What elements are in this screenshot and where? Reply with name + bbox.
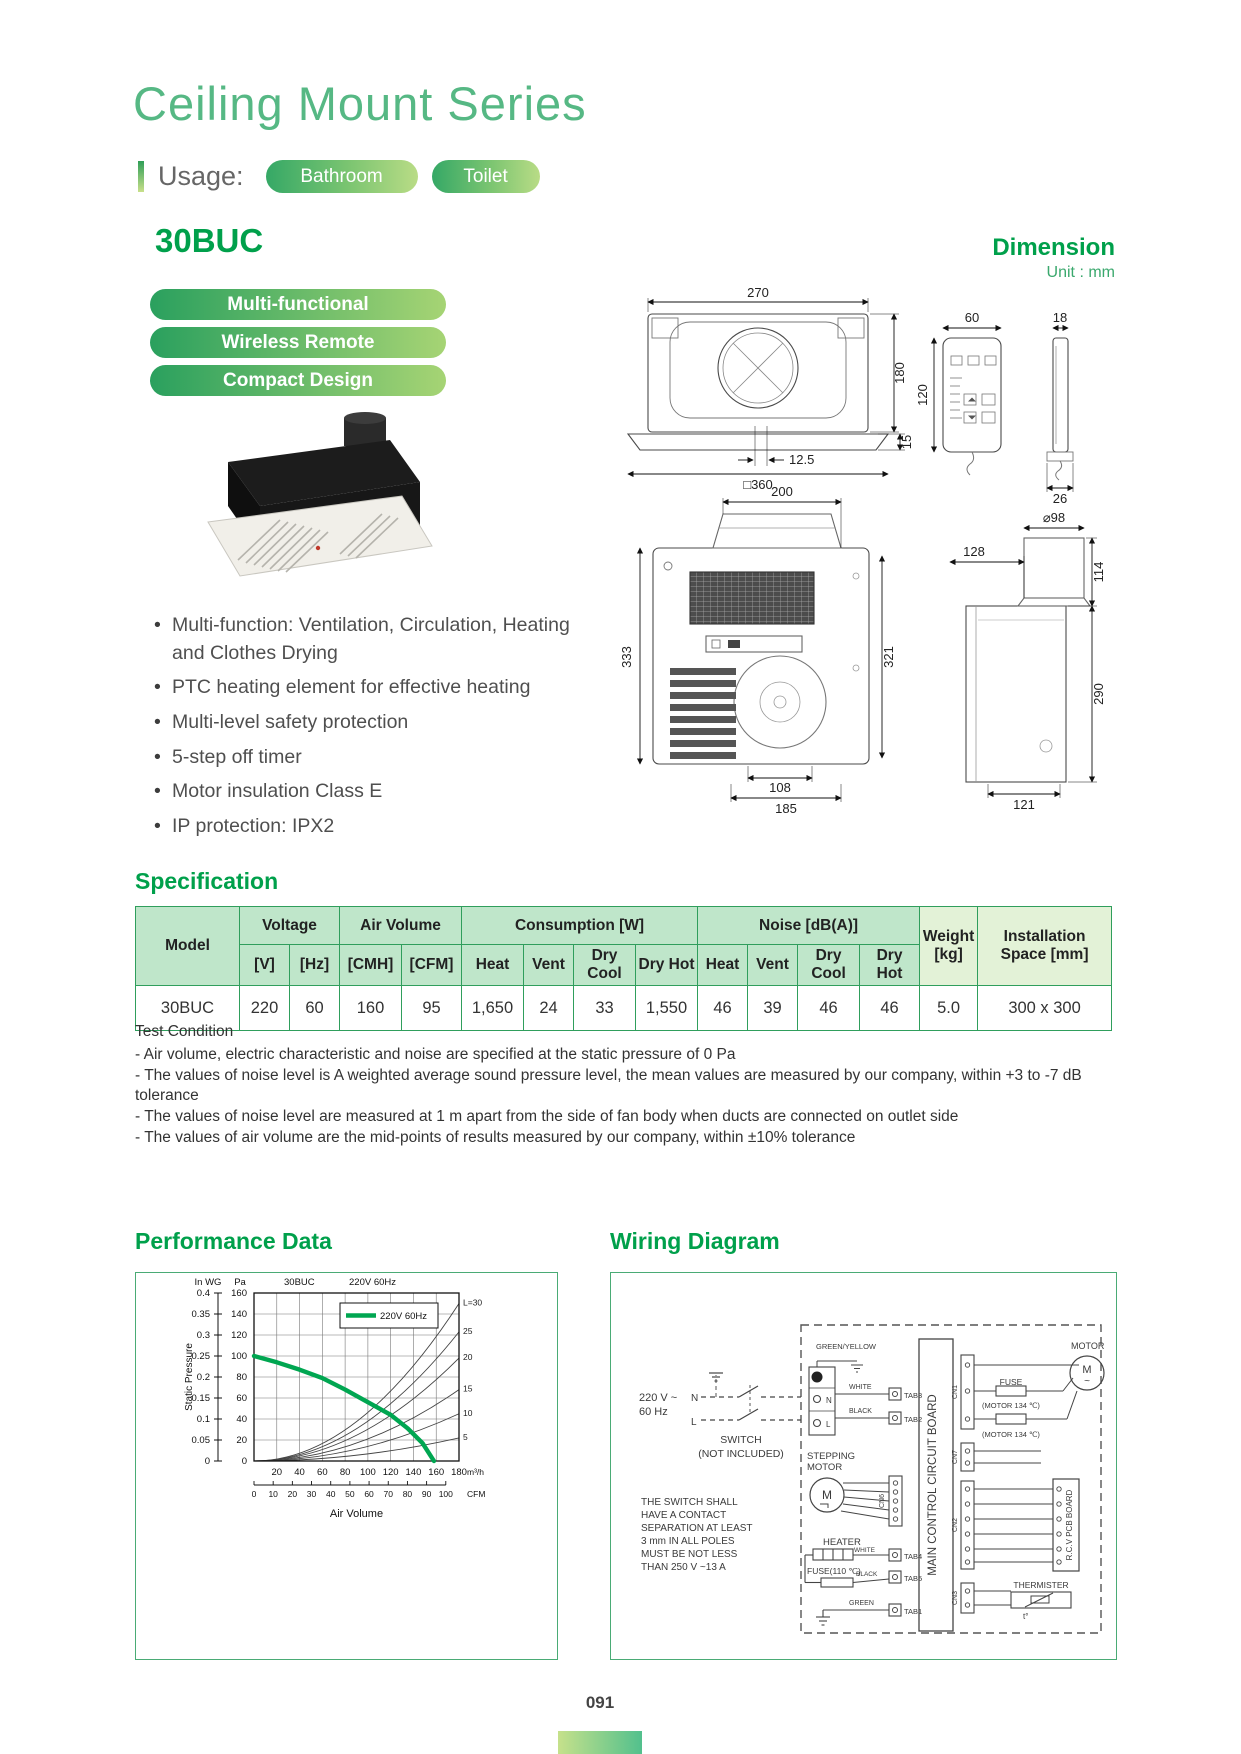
test-condition-title: Test Condition bbox=[135, 1023, 234, 1040]
col-cmh: [CMH] bbox=[340, 945, 402, 986]
rcv-wires bbox=[974, 1489, 1053, 1562]
col-c-drycool: Dry Cool bbox=[574, 945, 636, 986]
rcv-board-label: R.C.V PCB BOARD bbox=[1065, 1489, 1074, 1561]
cn7-connector bbox=[961, 1443, 974, 1471]
feature-list bbox=[152, 612, 590, 848]
usage-row bbox=[138, 160, 540, 193]
dim-remote-side bbox=[1047, 338, 1073, 480]
product-indicator bbox=[316, 546, 320, 550]
supply-wires bbox=[701, 1375, 801, 1420]
dimension-title: Dimension bbox=[992, 234, 1115, 261]
cfm-unit-label: CFM bbox=[467, 1489, 486, 1499]
cell-c-heat: 1,650 bbox=[462, 986, 524, 1031]
col-noise: Noise [dB(A)] bbox=[698, 907, 920, 945]
test-condition-note: - Air volume, electric characteristic and noise are specified at the static pressure of 0 Pa bbox=[135, 1045, 736, 1063]
spec-header-row-1 bbox=[136, 907, 1112, 945]
pa-tick-label: 100 bbox=[231, 1351, 247, 1362]
thermister-label: THERMISTER bbox=[1013, 1580, 1069, 1590]
cell-cfm: 95 bbox=[402, 986, 462, 1031]
cfm-tick-label: 90 bbox=[421, 1489, 432, 1499]
dim-front-h: 180 bbox=[892, 362, 907, 384]
svg-text:M: M bbox=[1082, 1364, 1092, 1376]
svg-text:HAVE A CONTACT: HAVE A CONTACT bbox=[641, 1510, 727, 1521]
model-title: 30BUC bbox=[155, 222, 264, 259]
supply-freq-label: 60 Hz bbox=[639, 1406, 668, 1418]
neutral-label: N bbox=[691, 1393, 699, 1404]
dim-plan-a: 108 bbox=[769, 780, 791, 795]
cell-hz: 60 bbox=[290, 986, 340, 1031]
fuse2-temp-label: (MOTOR 134 ℃) bbox=[982, 1430, 1040, 1439]
dimension-unit: Unit : mm bbox=[1046, 264, 1115, 281]
supply-voltage-label: 220 V ~ bbox=[639, 1392, 678, 1404]
fuse-black-label: BLACK bbox=[856, 1571, 878, 1578]
inwg-tick-label: 0.4 bbox=[196, 1288, 210, 1299]
feature-item: • Motor insulation Class E bbox=[172, 778, 590, 806]
cn6-label: CN6 bbox=[879, 1493, 886, 1509]
terminal-n: N bbox=[826, 1396, 832, 1405]
switch-label: SWITCH bbox=[720, 1434, 762, 1446]
performance-heading: Performance Data bbox=[135, 1228, 332, 1254]
test-conditions bbox=[135, 1022, 1125, 1149]
fuse110-label: FUSE(110 ℃) bbox=[807, 1566, 861, 1576]
inwg-tick-label: 0.3 bbox=[196, 1330, 210, 1341]
dim-side-duct-h: 114 bbox=[1091, 561, 1106, 583]
cell-n-vent: 39 bbox=[748, 986, 798, 1031]
dim-front-view bbox=[628, 314, 888, 450]
inwg-tick-label: 0.35 bbox=[191, 1309, 210, 1320]
cell-install: 300 x 300 bbox=[978, 986, 1112, 1031]
inwg-tick-label: 0 bbox=[204, 1456, 210, 1467]
heater-white-label: WHITE bbox=[854, 1547, 875, 1554]
line-label: L bbox=[691, 1417, 697, 1428]
chart-pa-title: Pa bbox=[234, 1277, 246, 1288]
cfm-tick-label: 20 bbox=[287, 1489, 298, 1499]
test-condition-note: - The values of air volume are the mid-points of results measured by our company, within ±10% tolerance bbox=[135, 1128, 856, 1146]
inwg-tick-label: 0.25 bbox=[191, 1351, 210, 1362]
dim-front-dims bbox=[628, 298, 905, 474]
m3h-tick-label: 20 bbox=[271, 1467, 283, 1478]
feature-item: • Multi-level safety protection bbox=[172, 709, 590, 737]
motor-label: MOTOR bbox=[1071, 1341, 1105, 1351]
series-title: Ceiling Mount Series bbox=[133, 77, 587, 130]
dim-side-dia: ⌀98 bbox=[1042, 510, 1066, 525]
dim-plan-right: 321 bbox=[881, 646, 896, 668]
performance-chart bbox=[136, 1273, 554, 1531]
product-image bbox=[192, 408, 440, 608]
chart-voltage-title: 220V 60Hz bbox=[349, 1277, 397, 1288]
performance-chart-panel bbox=[135, 1272, 558, 1660]
pa-tick-label: 120 bbox=[231, 1330, 247, 1341]
dim-side-top: 128 bbox=[963, 544, 985, 559]
heater-label: HEATER bbox=[823, 1537, 861, 1548]
col-c-dryhot: Dry Hot bbox=[636, 945, 698, 986]
tab3-label: TAB3 bbox=[904, 1391, 923, 1400]
m3h-tick-label: 180 bbox=[451, 1467, 467, 1478]
fuse1-temp-label: (MOTOR 134 ℃) bbox=[982, 1401, 1040, 1410]
chart-legend-label: 220V 60Hz bbox=[380, 1311, 428, 1322]
x-axis-title: Air Volume bbox=[329, 1508, 384, 1520]
page-number: 091 bbox=[585, 1693, 615, 1712]
col-c-vent: Vent bbox=[524, 945, 574, 986]
m3h-tick-label: 80 bbox=[339, 1467, 351, 1478]
dim-remote-side-dims bbox=[1047, 328, 1073, 492]
cn1-connector bbox=[961, 1355, 974, 1429]
feature-badges bbox=[150, 289, 446, 396]
col-model: Model bbox=[136, 907, 240, 986]
col-n-drycool: Dry Cool bbox=[798, 945, 860, 986]
cn2-connector bbox=[961, 1481, 974, 1569]
fuse1-symbol bbox=[996, 1386, 1026, 1396]
svg-text:THE SWITCH SHALL: THE SWITCH SHALL bbox=[641, 1497, 738, 1508]
green-wire-label: GREEN bbox=[849, 1600, 874, 1607]
dim-plan-duct: 200 bbox=[771, 484, 793, 499]
cn2-label: CN2 bbox=[952, 1517, 959, 1533]
usage-badge-bathroom: Bathroom bbox=[266, 160, 418, 193]
dim-side-depth: 121 bbox=[1013, 797, 1035, 812]
cell-n-heat: 46 bbox=[698, 986, 748, 1031]
chart-inwg-title: In WG bbox=[194, 1277, 222, 1288]
cfm-tick-label: 40 bbox=[325, 1489, 336, 1499]
usage-accent-bar bbox=[138, 161, 144, 192]
stepping-motor-label-2: MOTOR bbox=[807, 1462, 843, 1473]
resistance-curve-label: 25 bbox=[463, 1325, 473, 1336]
col-n-dryhot: Dry Hot bbox=[860, 945, 920, 986]
cn7-label: CN7 bbox=[952, 1449, 959, 1465]
cn6-connector bbox=[889, 1476, 902, 1526]
pa-tick-label: 60 bbox=[236, 1393, 247, 1404]
svg-text:MUST BE NOT LESS: MUST BE NOT LESS bbox=[641, 1549, 738, 1560]
col-consumption: Consumption [W] bbox=[462, 907, 698, 945]
wiring-heading: Wiring Diagram bbox=[610, 1228, 780, 1254]
cfm-tick-label: 80 bbox=[402, 1489, 413, 1499]
col-n-heat: Heat bbox=[698, 945, 748, 986]
tab4-terminal bbox=[889, 1549, 901, 1561]
thermister-symbol bbox=[974, 1591, 1071, 1608]
dim-remote-side-d: 26 bbox=[1052, 491, 1068, 506]
fuse1-label: FUSE bbox=[999, 1377, 1023, 1387]
cell-n-drycool: 46 bbox=[798, 986, 860, 1031]
main-board-label: MAIN CONTROL CIRCUIT BOARD bbox=[927, 1394, 939, 1576]
usage-label: Usage: bbox=[158, 161, 244, 191]
dim-front-flange: □360 bbox=[743, 477, 773, 492]
resistance-curve-label: 10 bbox=[463, 1407, 473, 1418]
svg-text:M: M bbox=[822, 1488, 832, 1502]
tab1-earth-wire bbox=[816, 1610, 889, 1625]
col-install: Installation Space [mm] bbox=[978, 907, 1112, 986]
tab5-terminal bbox=[889, 1571, 901, 1583]
m3h-tick-label: 140 bbox=[405, 1467, 422, 1478]
cn3-label: CN3 bbox=[952, 1590, 959, 1606]
tab5-label: TAB5 bbox=[904, 1574, 923, 1583]
tab3-terminal bbox=[889, 1388, 901, 1400]
cfm-tick-label: 10 bbox=[268, 1489, 278, 1499]
earth-terminal bbox=[812, 1372, 823, 1383]
usage-badge-toilet: Toilet bbox=[432, 160, 540, 193]
dim-plan-view bbox=[653, 514, 869, 764]
svg-text:~: ~ bbox=[1084, 1376, 1090, 1387]
col-c-heat: Heat bbox=[462, 945, 524, 986]
svg-text:SEPARATION AT LEAST: SEPARATION AT LEAST bbox=[641, 1523, 753, 1534]
cfm-tick-label: 0 bbox=[251, 1489, 257, 1499]
col-cfm: [CFM] bbox=[402, 945, 462, 986]
cfm-tick-label: 30 bbox=[306, 1489, 317, 1499]
dim-front-w: 270 bbox=[747, 285, 769, 300]
dim-side-view bbox=[966, 538, 1090, 782]
cn1-label: CN1 bbox=[952, 1384, 959, 1400]
m3h-tick-label: 40 bbox=[294, 1467, 305, 1478]
tab4-label: TAB4 bbox=[904, 1552, 923, 1561]
fan-curve bbox=[254, 1356, 434, 1461]
feature-item: • 5-step off timer bbox=[172, 744, 590, 772]
footer-bar bbox=[558, 1731, 642, 1754]
specification-heading: Specification bbox=[135, 868, 279, 894]
col-air-volume: Air Volume bbox=[340, 907, 462, 945]
dimension-drawings bbox=[598, 276, 1115, 828]
y-axis-title: Static Pressure bbox=[184, 1343, 195, 1411]
test-condition-note: - The values of noise level is A weighted average sound pressure level, the mean values are measured by our company, within +3 to -7 dB tolerance bbox=[135, 1066, 1082, 1105]
inwg-tick-label: 0.2 bbox=[196, 1372, 210, 1383]
green-yellow-label: GREEN/YELLOW bbox=[816, 1342, 877, 1351]
cfm-tick-label: 60 bbox=[364, 1489, 374, 1499]
svg-text:THAN 250 V ~13 A: THAN 250 V ~13 A bbox=[641, 1562, 726, 1573]
pa-tick-label: 140 bbox=[231, 1309, 247, 1320]
m3h-tick-label: 100 bbox=[359, 1467, 376, 1478]
tab2-terminal bbox=[889, 1412, 901, 1424]
feature-item: • IP protection: IPX2 bbox=[172, 813, 590, 841]
cell-c-dryhot: 1,550 bbox=[636, 986, 698, 1031]
dim-remote-w: 60 bbox=[964, 310, 980, 325]
tab1-label: TAB1 bbox=[904, 1607, 923, 1616]
pa-tick-label: 20 bbox=[236, 1435, 247, 1446]
cell-n-dryhot: 46 bbox=[860, 986, 920, 1031]
tab1-terminal bbox=[889, 1604, 901, 1616]
m3h-unit-label: m³/h bbox=[467, 1467, 484, 1477]
feature-item: • Multi-function: Ventilation, Circulation, Heating and Clothes Drying bbox=[172, 612, 590, 667]
col-n-vent: Vent bbox=[748, 945, 798, 986]
dim-plan-left: 333 bbox=[619, 646, 634, 668]
dim-front-lip: 15 bbox=[899, 434, 914, 450]
dim-remote-h: 120 bbox=[915, 384, 930, 406]
dim-plan-b: 185 bbox=[775, 801, 797, 816]
cfm-tick-label: 70 bbox=[383, 1489, 393, 1499]
cell-weight: 5.0 bbox=[920, 986, 978, 1031]
cfm-tick-label: 50 bbox=[345, 1489, 355, 1499]
inwg-tick-label: 0.05 bbox=[191, 1435, 210, 1446]
specification-table bbox=[135, 906, 1112, 1031]
fuse2-symbol bbox=[996, 1414, 1026, 1424]
dim-front-offset: 12.5 bbox=[789, 452, 815, 467]
m3h-tick-label: 160 bbox=[428, 1467, 445, 1478]
m3h-tick-label: 60 bbox=[317, 1467, 328, 1478]
col-v: [V] bbox=[240, 945, 290, 986]
feature-badge-wireless-remote: Wireless Remote bbox=[150, 327, 446, 358]
dim-remote-dims bbox=[934, 328, 1001, 452]
wiring-diagram-panel bbox=[610, 1272, 1117, 1660]
feature-item: • PTC heating element for effective heating bbox=[172, 674, 590, 702]
pa-tick-label: 40 bbox=[236, 1414, 247, 1425]
resistance-curve-label: L=30 bbox=[463, 1297, 483, 1308]
chart-model-title: 30BUC bbox=[284, 1277, 315, 1288]
terminal-l: L bbox=[826, 1420, 831, 1429]
inwg-tick-label: 0.1 bbox=[196, 1414, 210, 1425]
pa-tick-label: 80 bbox=[236, 1372, 247, 1383]
col-hz: [Hz] bbox=[290, 945, 340, 986]
cell-c-vent: 24 bbox=[524, 986, 574, 1031]
dim-side-body-h: 290 bbox=[1091, 683, 1106, 705]
tab2-label: TAB2 bbox=[904, 1415, 923, 1424]
dim-remote-front bbox=[943, 338, 1001, 475]
cell-model: 30BUC bbox=[136, 986, 240, 1031]
col-weight: Weight [kg] bbox=[920, 907, 978, 986]
heater-symbol bbox=[813, 1549, 853, 1560]
cell-c-drycool: 33 bbox=[574, 986, 636, 1031]
resistance-curve-label: 20 bbox=[463, 1352, 473, 1363]
cell-cmh: 160 bbox=[340, 986, 402, 1031]
feature-badge-compact-design: Compact Design bbox=[150, 365, 446, 396]
col-voltage: Voltage bbox=[240, 907, 340, 945]
inwg-tick-label: 0.15 bbox=[191, 1393, 210, 1404]
svg-text:3 mm IN ALL POLES: 3 mm IN ALL POLES bbox=[641, 1536, 735, 1547]
cell-v: 220 bbox=[240, 986, 290, 1031]
dimension-heading bbox=[992, 234, 1115, 282]
switch-note-label: (NOT INCLUDED) bbox=[698, 1448, 784, 1460]
dim-remote-side-w: 18 bbox=[1052, 310, 1068, 325]
cfm-tick-label: 100 bbox=[438, 1489, 453, 1499]
pa-tick-label: 160 bbox=[231, 1288, 247, 1299]
test-condition-note: - The values of noise level are measured at 1 m apart from the side of fan body when ducts are connected on outlet side bbox=[135, 1108, 959, 1126]
resistance-curve-label: 5 bbox=[463, 1431, 468, 1442]
pa-tick-label: 0 bbox=[241, 1456, 247, 1467]
stepping-motor-label-1: STEPPING bbox=[807, 1451, 856, 1462]
cn3-connector bbox=[961, 1583, 974, 1613]
switch-requirement-note bbox=[641, 1497, 753, 1573]
thermister-t-label: t° bbox=[1023, 1612, 1029, 1621]
black-wire-label: BLACK bbox=[849, 1408, 872, 1415]
feature-badge-multifunctional: Multi-functional bbox=[150, 289, 446, 320]
wiring-diagram bbox=[611, 1273, 1113, 1656]
resistance-curve-label: 15 bbox=[463, 1383, 473, 1394]
m3h-tick-label: 120 bbox=[382, 1467, 399, 1478]
white-wire-label: WHITE bbox=[849, 1384, 872, 1391]
